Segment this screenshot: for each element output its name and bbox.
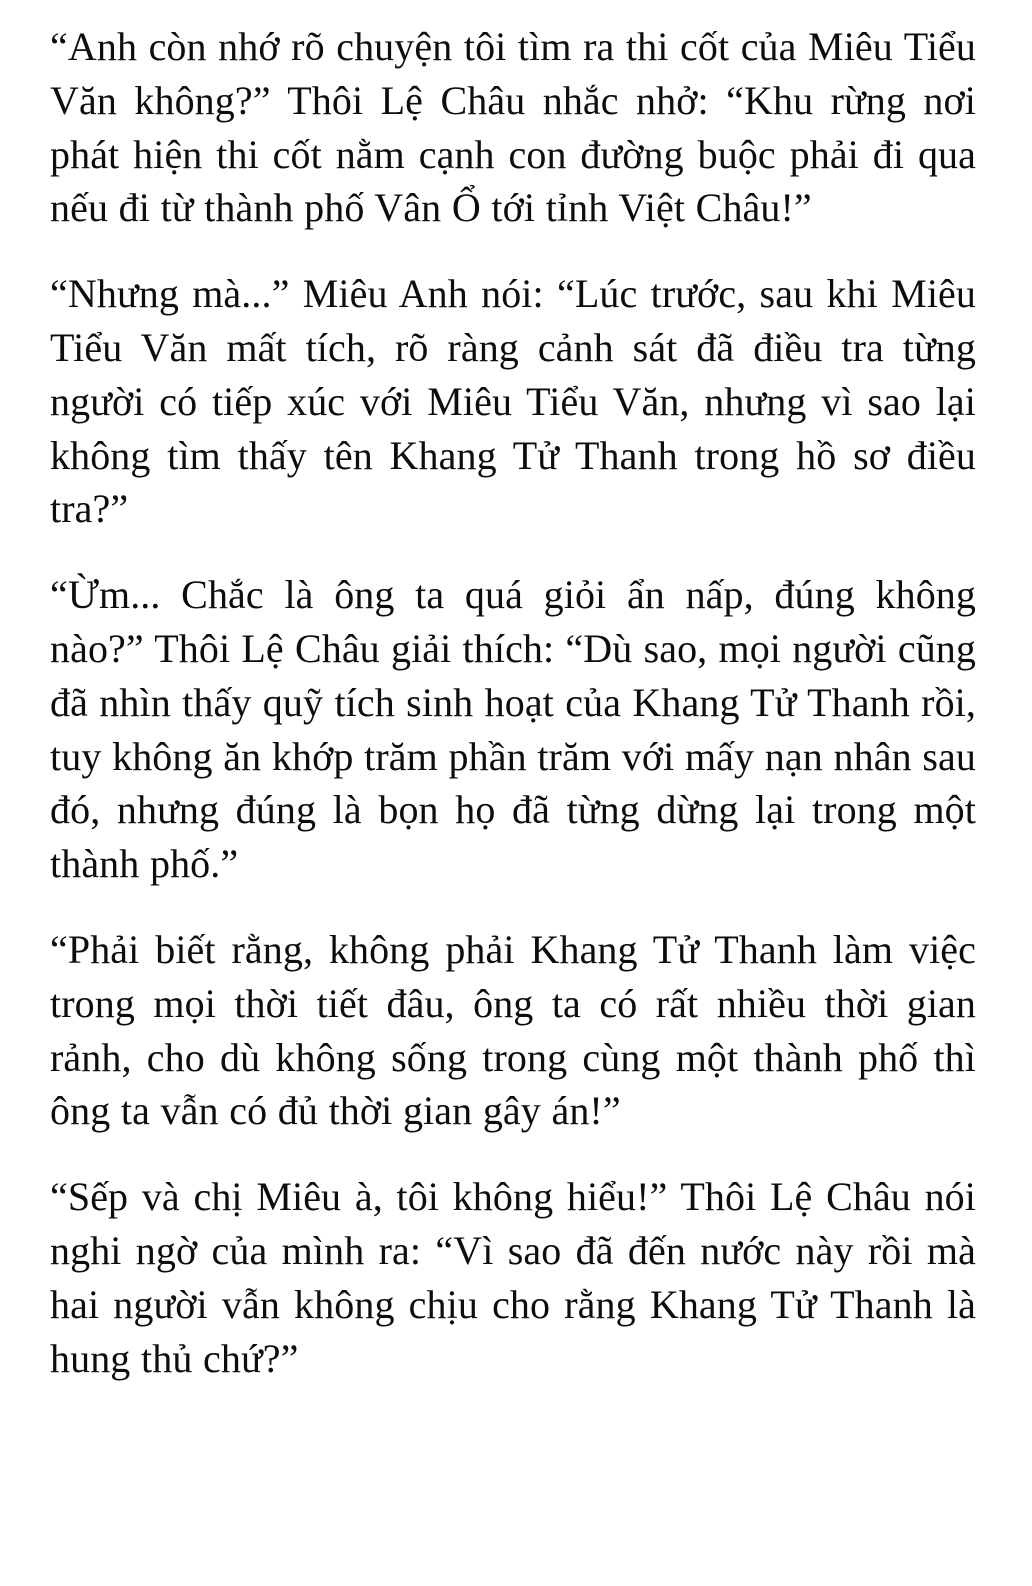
paragraph: “Sếp và chị Miêu à, tôi không hiểu!” Thôi Lệ Châu nói nghi ngờ của mình ra: “Vì sao đã đến nước này rồi mà hai người vẫn không chịu cho rằng Khang Tử Thanh là hung thủ chứ?” [50,1174,976,1381]
paragraph: “Nhưng mà...” Miêu Anh nói: “Lúc trước, sau khi Miêu Tiểu Văn mất tích, rõ ràng cảnh sát đã điều tra từng người có tiếp xúc với Miêu Tiểu Văn, nhưng vì sao lại không tìm thấy tên Khang Tử Thanh trong hồ sơ điều tra?” [50,271,976,532]
paragraph: “Phải biết rằng, không phải Khang Tử Thanh làm việc trong mọi thời tiết đâu, ông ta có rất nhiều thời gian rảnh, cho dù không sống trong cùng một thành phố thì ông ta vẫn có đủ thời gian gây án!” [50,926,976,1134]
paragraph: “Anh còn nhớ rõ chuyện tôi tìm ra thi cốt của Miêu Tiểu Văn không?” Thôi Lệ Châu nhắc nhở: “Khu rừng nơi phát hiện thi cốt nằm cạnh con đường buộc phải đi qua nếu đi từ thành phố Vân Ổ tới tỉnh Việt Châu!” [50,24,976,231]
paragraph: “Ừm... Chắc là ông ta quá giỏi ẩn nấp, đúng không nào?” Thôi Lệ Châu giải thích: “Dù sao, mọi người cũng đã nhìn thấy quỹ tích sinh hoạt của Khang Tử Thanh rồi, tuy không ăn khớp trăm phần trăm với mấy nạn nhân sau đó, nhưng đúng là bọn họ đã từng dừng lại trong một thành phố.” [50,572,976,887]
